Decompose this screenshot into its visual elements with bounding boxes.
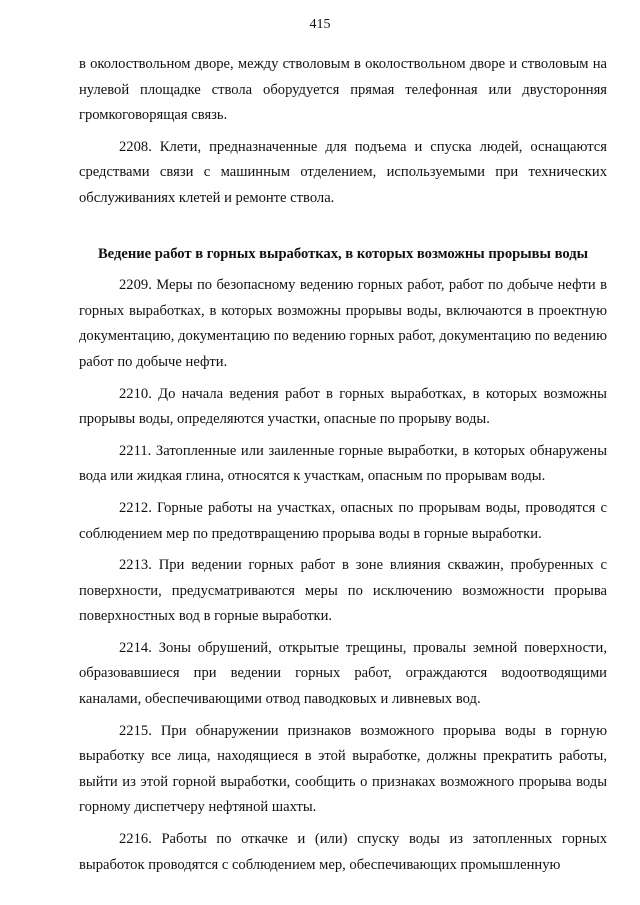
paragraph-2214: 2214. Зоны обрушений, открытые трещины, провалы земной поверхности, образовавшиеся при ведении горных работ, ограждаются водоотводящими каналами, обеспечивающими отвод паводковых и ливневых вод. [79, 639, 607, 708]
section-heading: Ведение работ в горных выработках, в которых возможны прорывы воды [97, 245, 589, 262]
document-body [79, 52, 607, 878]
paragraph-2213: 2213. При ведении горных работ в зоне влияния скважин, пробуренных с поверхности, предусматриваются меры по исключению возможности прорыва поверхностных вод в горные выработки. [79, 557, 607, 625]
paragraph-2215: 2215. При обнаружении признаков возможного прорыва воды в горную выработку все лица, находящиеся в этой выработке, должны прекратить работы, выйти из этой горной выработки, сообщить о признаках возможного прорыва воды горному диспетчеру нефтяной шахты. [79, 722, 607, 816]
paragraph-2209: 2209. Меры по безопасному ведению горных работ, работ по добыче нефти в горных выработках, в которых возможны прорывы воды, включаются в проектную документацию, документацию по ведению горных работ, документацию по ведению работ по добыче нефти. [79, 277, 607, 370]
paragraph-2212: 2212. Горные работы на участках, опасных по прорывам воды, проводятся с соблюдением мер по предотвращению прорыва воды в горные выработки. [79, 499, 607, 542]
paragraph-2210: 2210. До начала ведения работ в горных выработках, в которых возможны прорывы воды, определяются участки, опасные по прорыву воды. [79, 385, 607, 428]
page-number: 415 [309, 17, 331, 32]
paragraph-2208: 2208. Клети, предназначенные для подъема и спуска людей, оснащаются средствами связи с машинным отделением, используемыми при технических обслуживаниях клетей и ремонте ствола. [79, 138, 607, 206]
paragraph-continuation: в околоствольном дворе, между стволовым в околоствольном дворе и стволовым на нулевой площадке ствола оборудуется прямая телефонная или двусторонняя громкоговорящая связь. [79, 56, 607, 124]
paragraph-2216: 2216. Работы по откачке и (или) спуску воды из затопленных горных выработок проводятся с соблюдением мер, обеспечивающих промышленную [79, 831, 607, 873]
paragraph-2211: 2211. Затопленные или заиленные горные выработки, в которых обнаружены вода или жидкая глина, относятся к участкам, опасным по прорывам воды. [79, 442, 607, 485]
